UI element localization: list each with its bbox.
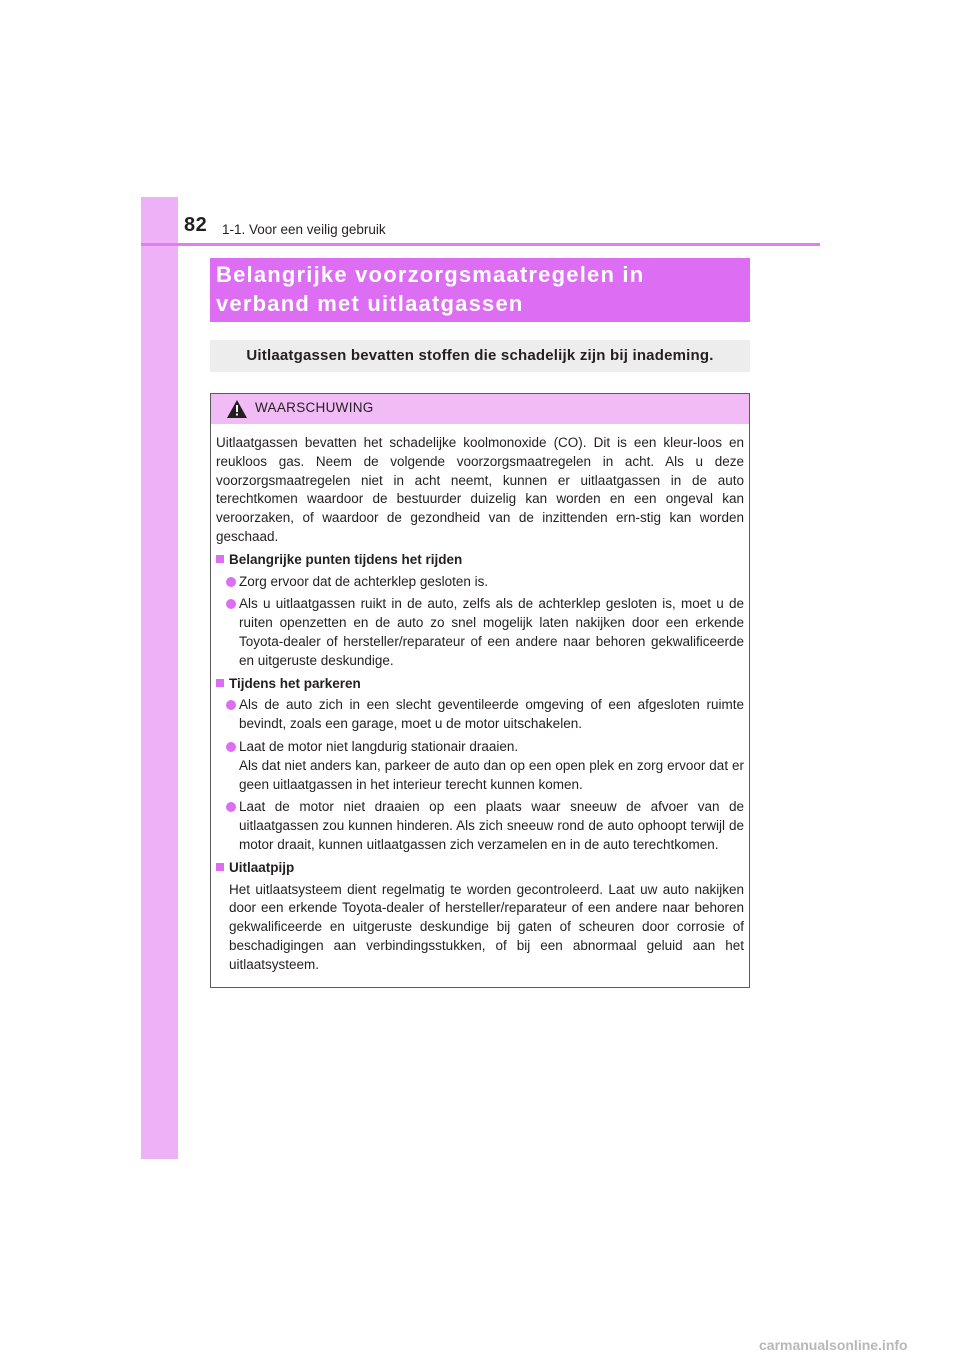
list-item-text: Zorg ervoor dat de achterklep gesloten is. xyxy=(239,573,489,589)
list-item xyxy=(216,798,744,854)
list-item xyxy=(216,738,744,794)
list-item xyxy=(216,595,744,670)
list-item-text: Laat de motor niet draaien op een plaats waar sneeuw de afvoer van de uitlaatgassen zou kunnen hinderen. Als zich sneeuw rond de auto ophoopt terwijl de motor draait, kunnen uitlaatgassen zich verzamelen en in de auto terechtkomen. xyxy=(239,799,744,852)
page-title-line-2: verband met uitlaatgassen xyxy=(216,291,524,316)
section-paragraph: Het uitlaatsysteem dient regelmatig te worden gecontroleerd. Laat uw auto nakijken door een erkende Toyota-dealer of hersteller/reparateur of een andere naar behoren gekwalificeerde en uitgeruste deskundige bij gaten of scheuren door corrosie of beschadigingen aan verbindingsstukken, of bij een abnormaal geluid aan het uitlaatsysteem. xyxy=(229,881,744,972)
section-heading-rijden xyxy=(216,551,744,570)
section-heading-text: Belangrijke punten tijdens het rijden xyxy=(229,551,463,567)
round-bullet-icon xyxy=(226,742,236,752)
list-item xyxy=(216,696,744,734)
list-item-text: Als de auto zich in een slecht geventileerde omgeving of een afgesloten ruimte bevindt, zoals een garage, moet u de motor uitschakelen. xyxy=(239,697,744,732)
round-bullet-icon xyxy=(226,577,236,587)
side-chapter-tab xyxy=(141,197,178,1159)
page-title-box xyxy=(210,258,750,322)
list-item-text: Laat de motor niet langdurig stationair draaien. xyxy=(239,738,519,754)
square-bullet-icon xyxy=(216,679,224,687)
section-path: 1-1. Voor een veilig gebruik xyxy=(222,222,386,237)
page-number: 82 xyxy=(184,214,208,236)
lead-summary: Uitlaatgassen bevatten stoffen die schadelijk zijn bij inademing. xyxy=(210,340,750,372)
section-heading-text: Uitlaatpijp xyxy=(229,859,295,875)
page-title-line-1: Belangrijke voorzorgsmaatregelen in xyxy=(216,262,645,287)
section-heading-parkeren xyxy=(216,675,744,694)
warning-header xyxy=(211,394,749,424)
warning-label: WAARSCHUWING xyxy=(255,400,374,415)
list-item-text-group xyxy=(239,738,744,794)
square-bullet-icon xyxy=(216,555,224,563)
list-item-text-continued: Als dat niet anders kan, parkeer de auto dan op een open plek en zorg ervoor dat er geen uitlaatgassen in het interieur terecht kunnen komen. xyxy=(239,757,744,792)
round-bullet-icon xyxy=(226,599,236,609)
round-bullet-icon xyxy=(226,700,236,710)
section-heading-uitlaatpijp xyxy=(216,859,744,878)
round-bullet-icon xyxy=(226,802,236,812)
list-item-text: Als u uitlaatgassen ruikt in de auto, zelfs als de achterklep gesloten is, moet u de ruiten openzetten en de auto zo snel mogelijk laten nakijken door een erkende Toyota-dealer of hersteller/reparateur of een andere naar behoren gekwalificeerde en uitgeruste deskundige. xyxy=(239,596,744,668)
warning-intro: Uitlaatgassen bevatten het schadelijke koolmonoxide (CO). Dit is een kleur-loos en reukloos gas. Neem de volgende voorzorgsmaatregelen in acht. Als u deze voorzorgsmaatregelen niet in acht neemt, kunnen er uitlaatgassen in de auto terechtkomen waardoor de bestuurder duizelig kan worden en een ongeval kan veroorzaken, of waardoor de gezondheid van de inzittenden ern-stig kan worden geschaad. xyxy=(216,435,744,544)
header-rule xyxy=(141,243,820,246)
warning-box xyxy=(210,393,750,988)
warning-triangle-icon xyxy=(227,400,247,418)
list-item xyxy=(216,573,744,592)
square-bullet-icon xyxy=(216,863,224,871)
section-heading-text: Tijdens het parkeren xyxy=(229,675,361,691)
warning-body xyxy=(216,434,744,975)
watermark: carmanualsonline.info xyxy=(759,1337,908,1353)
